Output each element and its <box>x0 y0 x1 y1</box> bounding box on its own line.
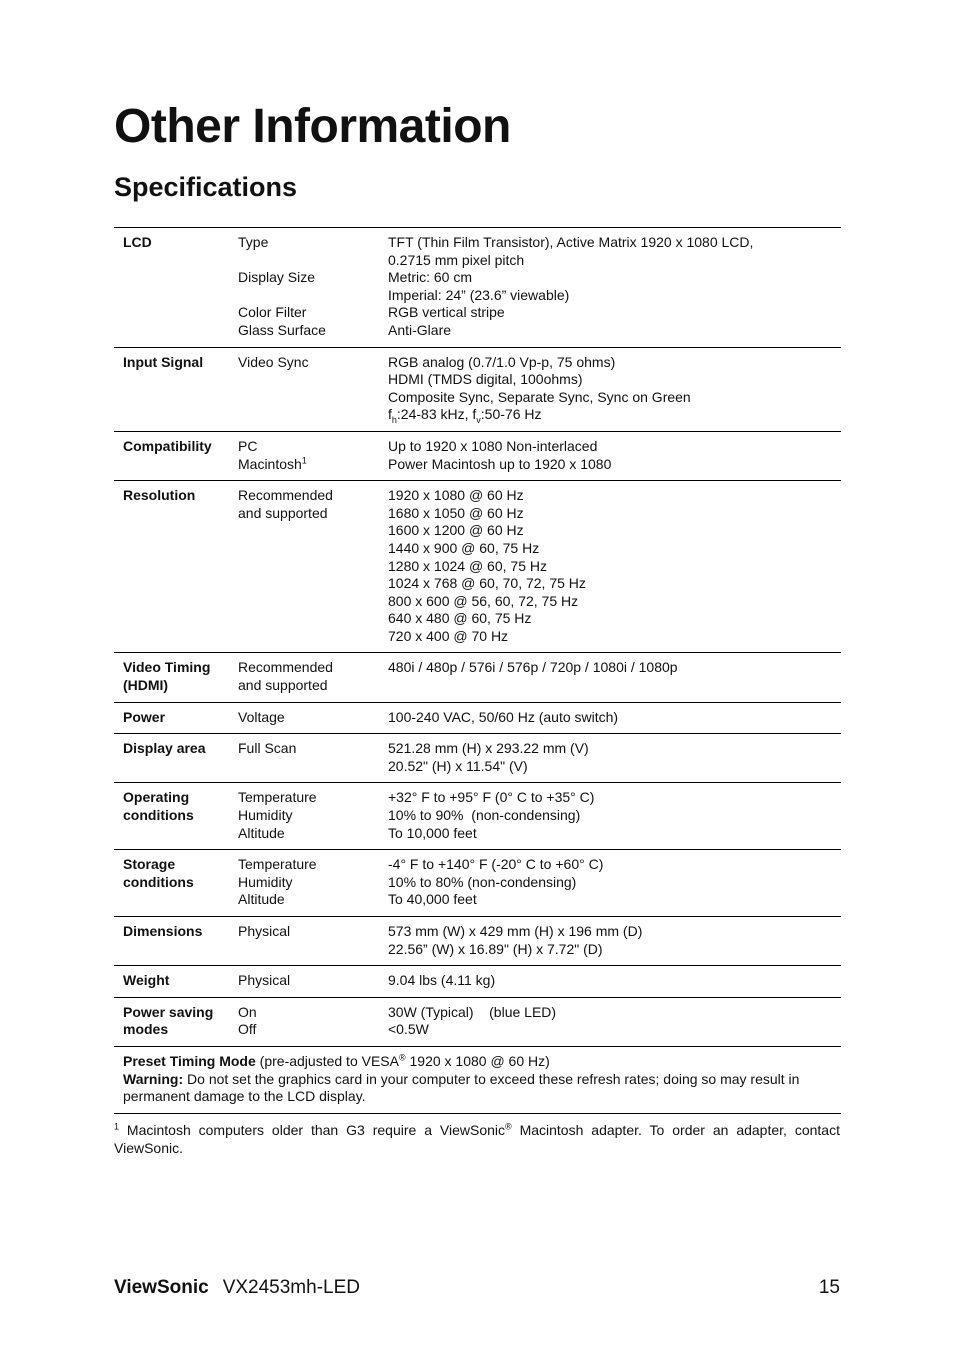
spec-subcategory-label: PC <box>238 437 258 454</box>
footnote <box>114 1121 840 1157</box>
spec-value: 9.04 lbs (4.11 kg) <box>388 972 496 989</box>
spec-category-label: Weight <box>123 972 170 989</box>
spec-value: Up to 1920 x 1080 Non-interlaced <box>388 437 598 454</box>
spec-value: RGB vertical stripe <box>388 304 505 321</box>
page-footer <box>114 1277 840 1299</box>
macintosh-label: Macintosh <box>238 455 302 472</box>
spec-subcategory-label: and supported <box>238 504 328 521</box>
page-number: 15 <box>818 1277 840 1298</box>
registered-mark: ® <box>505 1121 512 1132</box>
spec-subcategory-label: Temperature <box>238 856 317 873</box>
footnote-mark: 1 <box>114 1121 120 1132</box>
frequency-part: :24-83 kHz, <box>396 406 473 423</box>
spec-subcategory <box>238 923 388 958</box>
warning-label: Warning: <box>123 1070 184 1087</box>
spec-category-label: Compatibility <box>123 437 212 454</box>
frequency-part: f <box>388 406 392 423</box>
spec-row <box>114 734 841 783</box>
footer-brand: ViewSonic <box>114 1277 209 1298</box>
frequency-part: h <box>391 415 397 426</box>
spec-row <box>114 966 841 998</box>
spec-value: 100-240 VAC, 50/60 Hz (auto switch) <box>388 708 619 725</box>
spec-category-label: Storage <box>123 856 176 873</box>
spec-value: 800 x 600 @ 56, 60, 72, 75 Hz <box>388 592 579 609</box>
spec-values <box>388 487 841 645</box>
spec-value: Power Macintosh up to 1920 x 1080 <box>388 455 612 472</box>
frequency-part: :50-76 Hz <box>480 406 542 423</box>
spec-values <box>388 354 841 424</box>
spec-values <box>388 972 841 990</box>
spec-category-label: Power <box>123 708 166 725</box>
spec-subcategory-label: Color Filter <box>238 304 307 321</box>
footnote-text-b: Macintosh adapter. To order an adapter, contact ViewSonic. <box>114 1122 840 1156</box>
spec-value: -4° F to +140° F (-20° C to +60° C) <box>388 856 604 873</box>
spec-value: To 40,000 feet <box>388 891 477 908</box>
footnote-text-a: Macintosh computers older than G3 require a ViewSonic <box>119 1122 506 1138</box>
spec-value: 1280 x 1024 @ 60, 75 Hz <box>388 557 547 574</box>
spec-category <box>114 487 238 645</box>
spec-subcategory-label: Glass Surface <box>238 321 326 338</box>
spec-subcategory-label: Humidity <box>238 807 293 824</box>
spec-value: 573 mm (W) x 429 mm (H) x 196 mm (D) <box>388 923 643 939</box>
spec-category <box>114 789 238 842</box>
footnote-reference: 1 <box>301 454 307 465</box>
spec-row <box>114 228 841 348</box>
spec-value: 30W (Typical) (blue LED) <box>388 1003 557 1020</box>
specifications-table <box>114 227 841 1114</box>
spec-subcategory-label <box>238 456 388 474</box>
spec-values <box>388 234 841 340</box>
spec-category <box>114 972 238 990</box>
spec-value: 22.56” (W) x 16.89" (H) x 7.72" (D) <box>388 940 603 957</box>
spec-value: Imperial: 24” (23.6” viewable) <box>388 286 570 303</box>
spec-subcategory <box>238 354 388 424</box>
registered-mark: ® <box>398 1052 406 1063</box>
spec-value: HDMI (TMDS digital, 100ohms) <box>388 371 583 388</box>
spec-value: To 10,000 feet <box>388 824 477 841</box>
spec-subcategory <box>238 709 388 727</box>
preset-label: Preset Timing Mode <box>123 1052 256 1069</box>
spec-values <box>388 740 841 775</box>
preset-timing-note <box>114 1047 841 1114</box>
spec-value: TFT (Thin Film Transistor), Active Matrix 1920 x 1080 LCD, <box>388 234 754 250</box>
spec-category <box>114 1004 238 1039</box>
spec-values <box>388 1004 841 1039</box>
spec-subcategory <box>238 972 388 990</box>
spec-category <box>114 354 238 424</box>
spec-values <box>388 856 841 909</box>
spec-category-label: conditions <box>123 873 194 890</box>
spec-row <box>114 783 841 850</box>
footer-model: VX2453mh-LED <box>222 1277 360 1298</box>
page-title: Other Information <box>114 100 511 153</box>
spec-category <box>114 856 238 909</box>
spec-row <box>114 917 841 966</box>
spec-row <box>114 432 841 481</box>
spec-value: 20.52" (H) x 11.54" (V) <box>388 757 528 774</box>
spec-subcategory-label: Display Size <box>238 269 316 286</box>
spec-subcategory-label: Full Scan <box>238 740 297 757</box>
spec-subcategory <box>238 856 388 909</box>
spec-category-label: LCD <box>123 234 152 250</box>
spec-subcategory-label: Altitude <box>238 824 285 841</box>
spec-value: 521.28 mm (H) x 293.22 mm (V) <box>388 740 589 757</box>
spec-subcategory <box>238 438 388 473</box>
spec-subcategory-label <box>238 287 388 305</box>
spec-value: 480i / 480p / 576i / 576p / 720p / 1080i / 1080p <box>388 659 678 676</box>
spec-subcategory <box>238 789 388 842</box>
spec-value: RGB analog (0.7/1.0 Vp-p, 75 ohms) <box>388 353 616 370</box>
spec-value: Anti-Glare <box>388 321 452 338</box>
spec-values <box>388 659 841 694</box>
spec-subcategory-label: On <box>238 1003 257 1020</box>
spec-subcategory <box>238 659 388 694</box>
spec-row <box>114 653 841 702</box>
spec-category <box>114 709 238 727</box>
spec-values <box>388 438 841 473</box>
spec-values <box>388 923 841 958</box>
spec-subcategory-label: Temperature <box>238 789 317 806</box>
warning-text: Do not set the graphics card in your computer to exceed these refresh rates; doing so may result in permanent damage to the LCD display. <box>123 1070 800 1105</box>
spec-value: 10% to 80% (non-condensing) <box>388 873 577 890</box>
spec-subcategory-label: Recommended <box>238 659 333 676</box>
spec-value: 720 x 400 @ 70 Hz <box>388 627 509 644</box>
frequency-range <box>388 406 841 424</box>
spec-subcategory-label: Off <box>238 1021 257 1038</box>
spec-category-label: Operating <box>123 789 190 806</box>
spec-category-label: Resolution <box>123 487 196 504</box>
spec-category-label: Power saving <box>123 1003 214 1020</box>
spec-value: Composite Sync, Separate Sync, Sync on Green <box>388 388 691 405</box>
spec-values <box>388 709 841 727</box>
spec-value: <0.5W <box>388 1021 429 1038</box>
spec-category <box>114 438 238 473</box>
preset-text-a: (pre-adjusted to VESA <box>255 1052 399 1069</box>
spec-row <box>114 703 841 735</box>
spec-category-label: Video Timing <box>123 659 211 676</box>
frequency-part: v <box>476 415 481 426</box>
spec-category <box>114 740 238 775</box>
spec-subcategory-label: Humidity <box>238 873 293 890</box>
spec-category-label: Display area <box>123 740 206 757</box>
spec-row <box>114 850 841 917</box>
spec-subcategory-label: Physical <box>238 972 291 989</box>
spec-category-label: (HDMI) <box>123 677 169 694</box>
spec-row <box>114 348 841 432</box>
spec-rows <box>114 228 841 1047</box>
spec-subcategory-label <box>238 252 388 270</box>
spec-subcategory <box>238 487 388 645</box>
spec-category-label: conditions <box>123 807 194 824</box>
spec-category-label: Dimensions <box>123 923 203 939</box>
spec-subcategory <box>238 234 388 340</box>
spec-row <box>114 998 841 1047</box>
spec-subcategory <box>238 740 388 775</box>
spec-value: 1024 x 768 @ 60, 70, 72, 75 Hz <box>388 575 586 592</box>
spec-category <box>114 659 238 694</box>
spec-value: 1600 x 1200 @ 60 Hz <box>388 522 524 539</box>
spec-subcategory-label: Physical <box>238 923 291 939</box>
spec-value: 10% to 90% (non-condensing) <box>388 807 581 824</box>
spec-value: 0.2715 mm pixel pitch <box>388 251 525 268</box>
spec-subcategory-label: Voltage <box>238 708 285 725</box>
spec-row <box>114 481 841 653</box>
frequency-part: f <box>472 406 477 423</box>
spec-value: 1920 x 1080 @ 60 Hz <box>388 487 524 504</box>
spec-value: 640 x 480 @ 60, 75 Hz <box>388 610 532 627</box>
spec-category <box>114 234 238 340</box>
spec-value: +32° F to +95° F (0° C to +35° C) <box>388 789 595 806</box>
spec-values <box>388 789 841 842</box>
spec-subcategory-label: Type <box>238 234 269 250</box>
spec-category <box>114 923 238 958</box>
spec-category-label: Input Signal <box>123 353 204 370</box>
spec-subcategory-label: and supported <box>238 677 328 694</box>
spec-subcategory-label: Video Sync <box>238 353 309 370</box>
section-title: Specifications <box>114 172 298 202</box>
preset-text-b: 1920 x 1080 @ 60 Hz) <box>405 1052 550 1069</box>
spec-value: 1680 x 1050 @ 60 Hz <box>388 504 524 521</box>
spec-category-label: modes <box>123 1021 169 1038</box>
spec-value: Metric: 60 cm <box>388 269 473 286</box>
spec-value: 1440 x 900 @ 60, 75 Hz <box>388 539 540 556</box>
spec-subcategory-label: Recommended <box>238 487 333 504</box>
spec-subcategory <box>238 1004 388 1039</box>
spec-subcategory-label: Altitude <box>238 891 285 908</box>
